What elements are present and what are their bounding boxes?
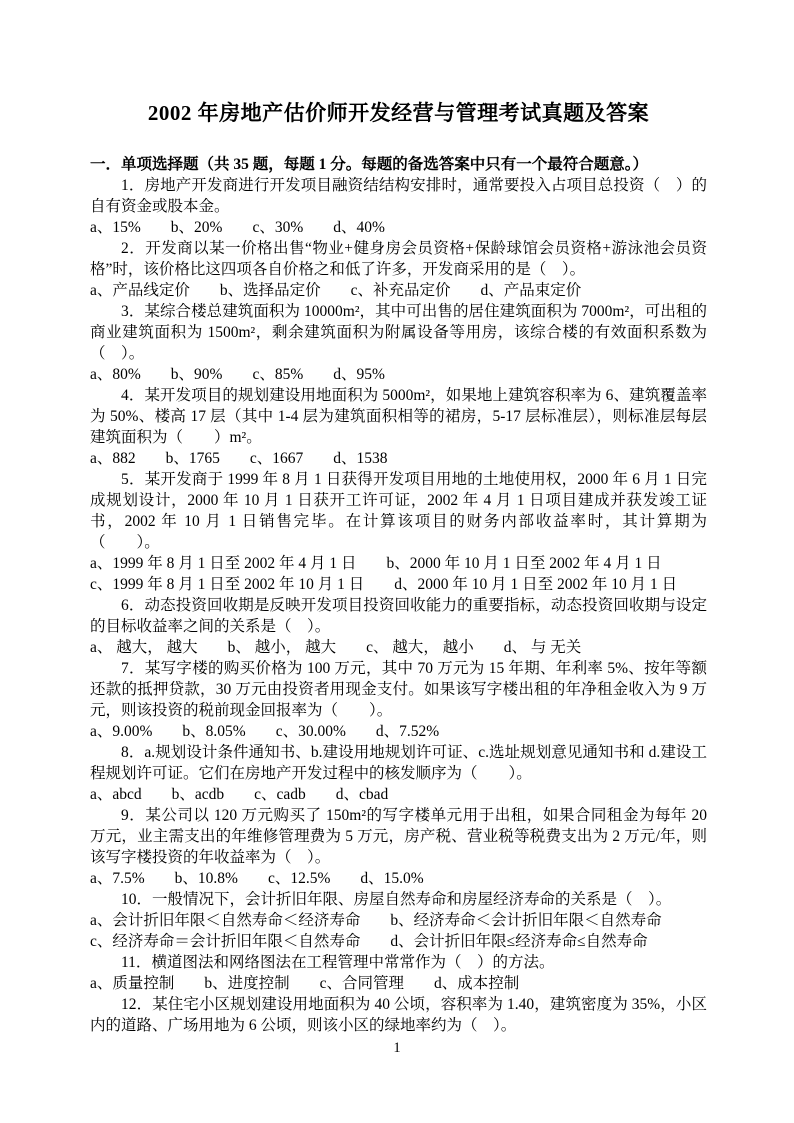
option-item: d、7.52% <box>375 723 440 740</box>
option-item: d、会计折旧年限≤经济寿命≤自然寿命 <box>390 933 648 950</box>
question-text: 某开发项目的规划建设用地面积为 5000m²，如果地上建筑容积率为 6、建筑覆盖率为 50%、楼高 17 层（其中 1-4 层为建筑面积相等的裙房，5-17 层标准层），则标准层每层建筑面积为（ ）m²。 <box>90 387 707 446</box>
question-number: 5． <box>121 471 145 488</box>
question-text: 某公司以 120 万元购买了 150m²的写字楼单元用于出租，如果合同租金为每年 20 万元，业主需支出的年维修管理费为 5 万元，房产税、营业税等税费支出为 2 万元/年，则该写字楼投资的年收益率为（ ）。 <box>90 807 707 866</box>
question-block <box>90 301 707 385</box>
option-item: d、40% <box>333 219 385 236</box>
question-text: 某住宅小区规划建设用地面积为 40 公顷，容积率为 1.40，建筑密度为 35%，小区内的道路、广场用地为 6 公顷，则该小区的绿地率约为（ ）。 <box>90 996 707 1034</box>
question-number: 10． <box>121 891 153 908</box>
option-item: c、经济寿命＝会计折旧年限＜自然寿命 <box>90 933 361 950</box>
option-item: a、1999 年 8 月 1 日至 2002 年 4 月 1 日 <box>90 555 357 572</box>
question-options <box>90 973 707 994</box>
option-item: a、80% <box>90 366 141 383</box>
option-item: a、15% <box>90 219 141 236</box>
question-block <box>90 805 707 889</box>
option-item: c、12.5% <box>267 870 331 887</box>
question-options <box>90 868 707 889</box>
question-number: 4． <box>121 387 145 404</box>
question-text: 某写字楼的购买价格为 100 万元，其中 70 万元为 15 年期、年利率 5%、按年等额还款的抵押贷款，30 万元由投资者用现金支付。如果该写字楼出租的年净租金收入为 9 万元，则该投资的税前现金回报率为（ ）。 <box>90 660 707 719</box>
question-options <box>90 910 707 952</box>
question-text: 某综合楼总建筑面积为 10000m²，其中可出售的居住建筑面积为 7000m²，可出租的商业建筑面积为 1500m²，剩余建筑面积为附属设备等用房，该综合楼的有效面积系数为（ ）。 <box>90 303 707 362</box>
option-item: b、2000 年 10 月 1 日至 2002 年 4 月 1 日 <box>386 555 662 572</box>
option-item: a、质量控制 <box>90 975 175 992</box>
question-block <box>90 994 707 1036</box>
question-text: a.规划设计条件通知书、b.建设用地规划许可证、c.选址规划意见通知书和 d.建设工程规划许可证。它们在房地产开发过程中的核发顺序为（ ）。 <box>90 744 707 782</box>
section-heading: 一．单项选择题（共 35 题，每题 1 分。每题的备选答案中只有一个最符合题意。） <box>90 156 649 173</box>
option-item: a、abcd <box>90 786 142 803</box>
option-item: b、 越小， 越大 <box>227 639 337 656</box>
question-number: 1． <box>121 177 145 194</box>
question-stem <box>90 658 707 721</box>
question-options <box>90 721 707 742</box>
question-block <box>90 469 707 595</box>
option-item: b、acdb <box>171 786 225 803</box>
question-text: 动态投资回收期是反映开发项目投资回收能力的重要指标，动态投资回收期与设定的目标收益率之间的关系是（ ）。 <box>90 597 707 635</box>
document-content <box>90 96 707 1036</box>
option-item: d、95% <box>333 366 385 383</box>
question-stem <box>90 175 707 217</box>
question-block <box>90 238 707 301</box>
option-item: c、85% <box>252 366 304 383</box>
option-item: d、cbad <box>335 786 389 803</box>
question-text: 房地产开发商进行开发项目融资结结构安排时，通常要投入占项目总投资（ ）的自有资金或股本金。 <box>90 177 707 215</box>
option-item: a、7.5% <box>90 870 145 887</box>
question-text: 某开发商于 1999 年 8 月 1 日获得开发项目用地的土地使用权，2000 年 6 月 1 日完成规划设计，2000 年 10 月 1 日获开工许可证，2002 年 4 月 1 日项目建成并获发竣工证书，2002 年 10 月 1 日销售完毕。在计算该项目的财务内部收益率时，其计算期为（ ）。 <box>90 471 707 551</box>
option-item: b、进度控制 <box>204 975 290 992</box>
question-stem <box>90 469 707 553</box>
option-item: b、经济寿命＜会计折旧年限＜自然寿命 <box>390 912 662 929</box>
option-item: d、2000 年 10 月 1 日至 2002 年 10 月 1 日 <box>394 576 678 593</box>
option-item: d、 与 无关 <box>503 639 582 656</box>
question-stem <box>90 994 707 1036</box>
question-number: 9． <box>121 807 146 824</box>
question-block <box>90 658 707 742</box>
question-options <box>90 364 707 385</box>
question-options <box>90 280 707 301</box>
option-item: a、产品线定价 <box>90 282 190 299</box>
option-item: c、cadb <box>254 786 306 803</box>
option-item: b、选择品定价 <box>219 282 321 299</box>
question-options <box>90 217 707 238</box>
option-item: d、产品束定价 <box>480 282 582 299</box>
option-item: b、20% <box>170 219 223 236</box>
option-item: a、9.00% <box>90 723 153 740</box>
question-block <box>90 595 707 658</box>
question-stem <box>90 385 707 448</box>
option-item: d、成本控制 <box>434 975 520 992</box>
option-item: a、882 <box>90 450 136 467</box>
question-stem <box>90 952 707 973</box>
question-block <box>90 952 707 994</box>
question-block <box>90 742 707 805</box>
question-options <box>90 553 707 595</box>
option-item: b、1765 <box>165 450 220 467</box>
page-number: 1 <box>393 1040 401 1056</box>
question-block <box>90 385 707 469</box>
option-item: b、90% <box>170 366 223 383</box>
option-item: d、1538 <box>333 450 388 467</box>
option-item: c、30% <box>252 219 304 236</box>
option-item: d、15.0% <box>360 870 424 887</box>
question-text: 开发商以某一价格出售“物业+健身房会员资格+保龄球馆会员资格+游泳池会员资格”时，该价格比这四项各自价格之和低了许多，开发商采用的是（ ）。 <box>90 240 707 278</box>
question-stem <box>90 301 707 364</box>
question-text: 一般情况下，会计折旧年限、房屋自然寿命和房屋经济寿命的关系是（ ）。 <box>152 891 672 908</box>
option-item: b、10.8% <box>174 870 238 887</box>
question-stem <box>90 742 707 784</box>
option-item: b、8.05% <box>182 723 246 740</box>
question-block <box>90 175 707 238</box>
option-item: c、30.00% <box>275 723 346 740</box>
question-number: 8． <box>121 744 145 761</box>
question-number: 12． <box>121 996 153 1013</box>
question-number: 7． <box>121 660 145 677</box>
question-options <box>90 784 707 805</box>
question-stem <box>90 889 707 910</box>
question-number: 2． <box>121 240 146 257</box>
question-stem <box>90 595 707 637</box>
questions-list <box>90 175 707 1036</box>
question-number: 11． <box>121 954 152 971</box>
question-number: 6． <box>121 597 145 614</box>
option-item: c、合同管理 <box>319 975 405 992</box>
question-stem <box>90 805 707 868</box>
question-stem <box>90 238 707 280</box>
question-number: 3． <box>121 303 145 320</box>
question-options <box>90 637 707 658</box>
option-item: a、会计折旧年限＜自然寿命＜经济寿命 <box>90 912 361 929</box>
question-options <box>90 448 707 469</box>
option-item: c、1667 <box>249 450 304 467</box>
option-item: a、 越大， 越大 <box>90 639 198 656</box>
option-item: c、1999 年 8 月 1 日至 2002 年 10 月 1 日 <box>90 576 365 593</box>
document-title: 2002 年房地产估价师开发经营与管理考试真题及答案 <box>147 101 650 125</box>
question-text: 横道图法和网络图法在工程管理中常常作为（ ）的方法。 <box>151 954 555 971</box>
option-item: c、补充品定价 <box>350 282 451 299</box>
option-item: c、 越大， 越小 <box>366 639 474 656</box>
question-block <box>90 889 707 952</box>
